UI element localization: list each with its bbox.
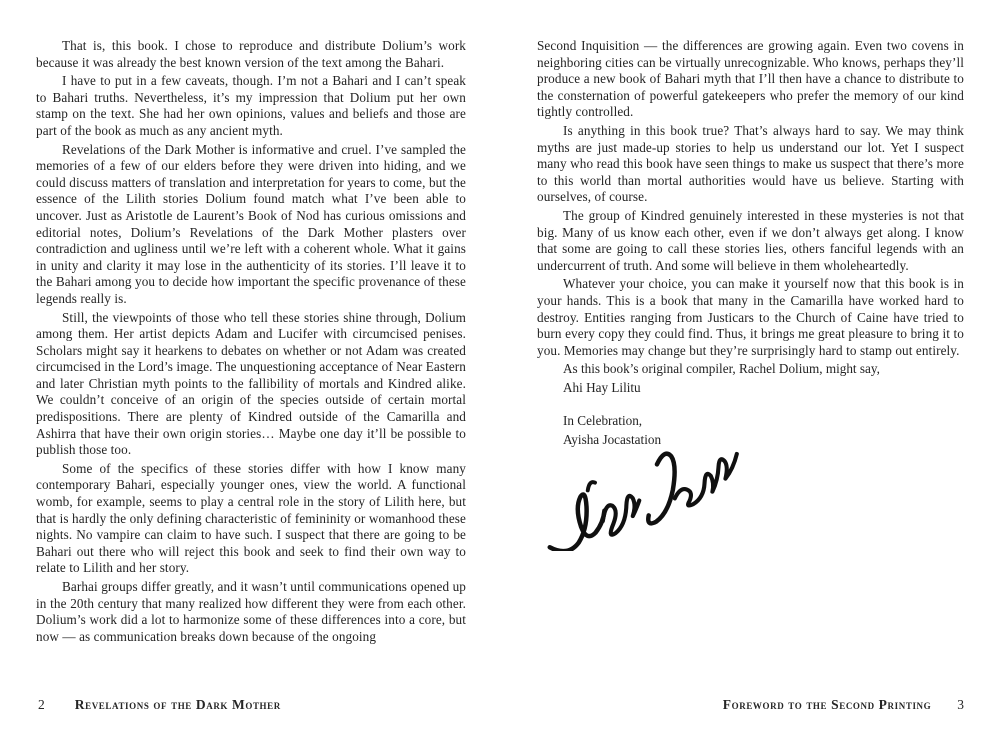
left-page-text-column [36, 38, 466, 647]
paragraph: Some of the specifics of these stories differ with how I know many contemporary Bahari, especially younger ones, view the world. A functional womb, for example, seems to play a central role in the story of Lilith here, but that is hardly the only defining characteristic of femininity or womanhood these nights. No vampire can claim to have such. I suspect that there are going to be Bahari out there who will reject this book and seek to find their own way to relate to Lilith and her story. [36, 460, 466, 576]
paragraph: That is, this book. I chose to reproduce and distribute Dolium’s work because it was already the best known version of the text among the Bahari. [36, 38, 466, 70]
paragraph: The group of Kindred genuinely interested in these mysteries is not that big. Many of us know each other, even if we don’t always get along. I know that some are going to call these stories lies, others fanciful legends with an undercurrent of truth. And some will believe in them wholeheartedly. [537, 207, 964, 273]
paragraph: Whatever your choice, you can make it yourself now that this book is in your hands. This is a book that many in the Camarilla have worked hard to destroy. Entities ranging from Justicars to the Church of Caine have tried to burn every copy they could find. Thus, it brings me great pleasure to bring it to you. Memories may change but they’re surprisingly hard to stamp out entirely. [537, 276, 964, 358]
running-head: Foreword to the Second Printing [722, 697, 932, 712]
running-head: Revelations of the Dark Mother [74, 697, 281, 712]
closing-line: Ahi Hay Lilitu [563, 379, 641, 395]
signature-icon [539, 451, 754, 551]
page-number: 3 [957, 697, 964, 712]
closing-line: As this book’s original compiler, Rachel Dolium, might say, [563, 361, 880, 377]
valediction-line: Ayisha Jocastation [563, 432, 662, 448]
paragraph: Revelations of the Dark Mother is informative and cruel. I’ve sampled the memories of a few of our elders before they were driven into hiding, and we could discuss matters of translation and interpretation for years to come, but the essence of the Lilith stories Dolium found match what I’ve been able to uncover. Just as Aristotle de Laurent’s Book of Nod has curious omissions and editorial notes, Dolium’s Revelations of the Dark Mother plasters over contradiction and ugliness until we’re left with a coherent whole. What it gains in unity and clarity it may lose in the authenticity of its stories. I’ll leave it to the Bahari among you to decide how important the specific provenance of these legends really is. [36, 141, 466, 306]
right-page-footer [537, 697, 964, 713]
paragraph: Second Inquisition — the differences are growing again. Even two covens in neighboring cities can be virtually unrecognizable. Who knows, perhaps they’ll produce a new book of Bahari myth that I’ll then have a chance to distribute to the consternation of powerful gatekeepers who prefer the memory of our kind tightly controlled. [537, 38, 964, 120]
handwritten-signature [539, 451, 754, 551]
paragraph: Still, the viewpoints of those who tell these stories shine through, Dolium among them. Her artist depicts Adam and Lucifer with circumcised penises. Scholars might say it hearkens to debates on whether or not Adam was created circumcised in the Lord’s image. The unquestioning acceptance of Near Eastern and later Christian myth points to the fallibility of mortals and Kindred alike. We couldn’t conceive of an origin of the species outside of certain mortal predispositions. There are plenty of Kindred outside of the Camarilla and Ashirra that have their own origin stories… Maybe one day it’ll be possible to publish those too. [36, 309, 466, 458]
valediction [537, 413, 964, 448]
right-page-text-column [537, 38, 964, 551]
left-page-footer [38, 697, 468, 713]
paragraph: Barhai groups differ greatly, and it wasn’t until communications opened up in the 20th century that many realized how different they were from each other. Dolium’s work did a lot to harmonize some of these differences into a core, but now — as communication breaks down because of the ongoing [36, 579, 466, 644]
paragraph: Is anything in this book true? That’s always hard to say. We may think myths are just made-up stories to help us understand our lot. Yet I suspect many who read this book have seen things to make us suspect that there’s more to this world than mortal authorities would have us believe. Starting with ourselves, of course. [537, 122, 964, 205]
valediction-line: In Celebration, [563, 413, 643, 429]
page-number: 2 [38, 697, 45, 712]
paragraph: I have to put in a few caveats, though. I’m not a Bahari and I can’t speak to Bahari truths. Nevertheless, it’s my impression that Dolium put her own stamp on the text. She had her own opinions, values and beliefs and those are part of the book as much as any ancient myth. [36, 73, 466, 138]
